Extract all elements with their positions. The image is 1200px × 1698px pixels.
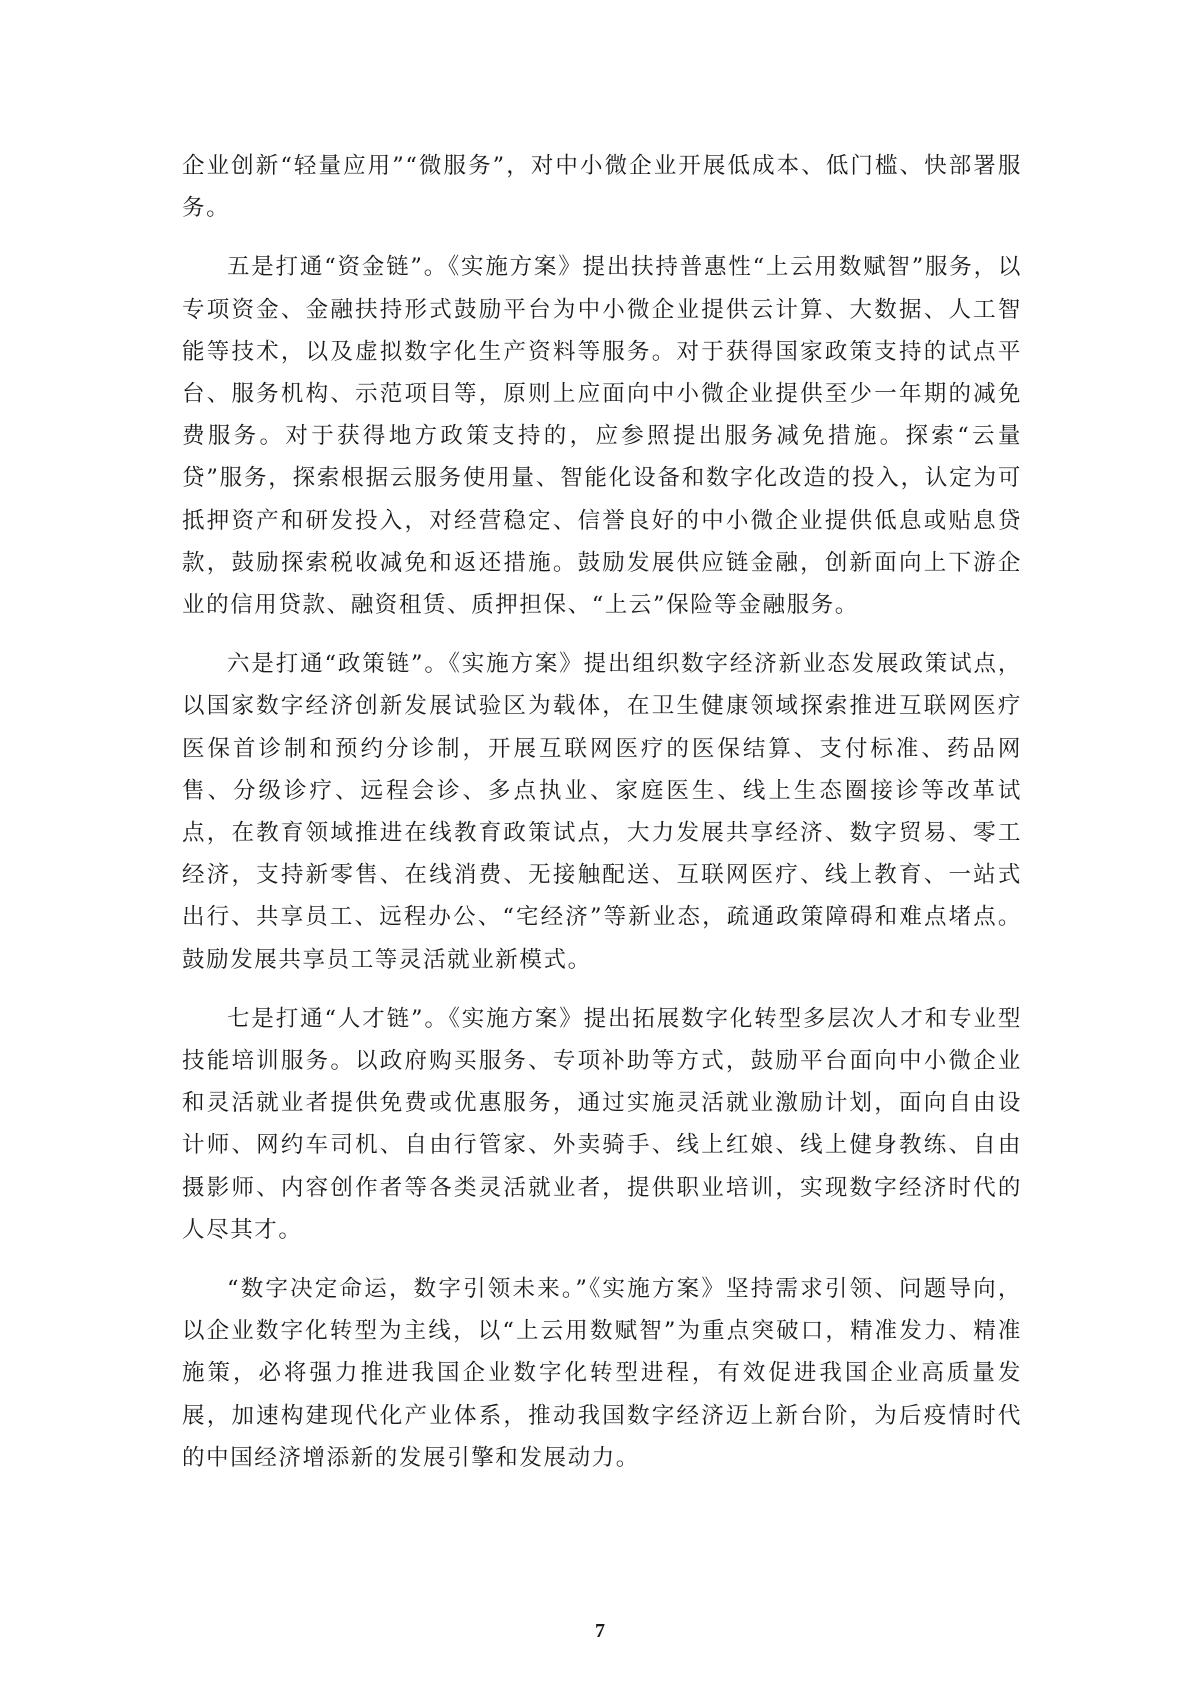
paragraph-talent-chain: 七是打通“人才链”。《实施方案》提出拓展数字化转型多层次人才和专业型技能培训服务。以政府购买服务、专项补助等方式，鼓励平台面向中小微企业和灵活就业者提供免费或优惠服务，通过实施灵活就业激励计划，面向自由设计师、网约车司机、自由行管家、外卖骑手、线上红娘、线上健身教练、自由摄影师、内容创作者等各类灵活就业者，提供职业培训，实现数字经济时代的人尽其才。	[182, 1005, 1022, 1243]
paragraph-policy-chain: 六是打通“政策链”。《实施方案》提出组织数字经济新业态发展政策试点，以国家数字经济创新发展试验区为载体，在卫生健康领域探索推进互联网医疗医保首诊制和预约分诊制，开展互联网医疗的医保结算、支付标准、药品网售、分级诊疗、远程会诊、多点执业、家庭医生、线上生态圈接诊等改革试点，在教育领域推进在线教育政策试点，大力发展共享经济、数字贸易、零工经济，支持新零售、在线消费、无接触配送、互联网医疗、线上教育、一站式出行、共享员工、远程办公、“宅经济”等新业态，疏通政策障碍和难点堵点。鼓励发展共享员工等灵活就业新模式。	[182, 651, 1022, 973]
document-body	[182, 145, 1022, 1479]
paragraph-conclusion: “数字决定命运，数字引领未来。”《实施方案》坚持需求引领、问题导向，以企业数字化转型为主线，以“上云用数赋智”为重点突破口，精准发力、精准施策，必将强力推进我国企业数字化转型进程，有效促进我国企业高质量发展，加速构建现代化产业体系，推动我国数字经济迈上新台阶，为后疫情时代的中国经济增添新的发展引擎和发展动力。	[182, 1276, 1022, 1471]
paragraph-continuation: 企业创新“轻量应用”“微服务”，对中小微企业开展低成本、低门槛、快部署服务。	[182, 153, 1022, 222]
paragraph-funding-chain: 五是打通“资金链”。《实施方案》提出扶持普惠性“上云用数赋智”服务，以专项资金、金融扶持形式鼓励平台为中小微企业提供云计算、大数据、人工智能等技术，以及虚拟数字化生产资料等服务。对于获得国家政策支持的试点平台、服务机构、示范项目等，原则上应面向中小微企业提供至少一年期的减免费服务。对于获得地方政策支持的，应参照提出服务减免措施。探索“云量贷”服务，探索根据云服务使用量、智能化设备和数字化改造的投入，认定为可抵押资产和研发投入，对经营稳定、信誉良好的中小微企业提供低息或贴息贷款，鼓励探索税收减免和返还措施。鼓励发展供应链金融，创新面向上下游企业的信用贷款、融资租赁、质押担保、“上云”保险等金融服务。	[182, 254, 1022, 619]
page-number: 7	[595, 1620, 605, 1642]
